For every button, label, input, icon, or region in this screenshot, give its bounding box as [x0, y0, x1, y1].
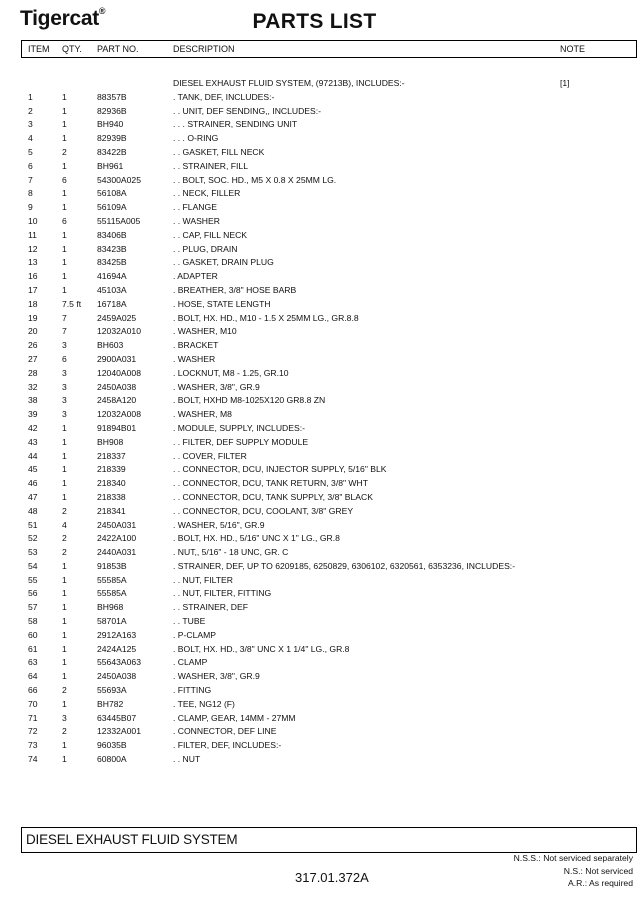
table-row — [0, 284, 643, 298]
cell-qty: 1 — [62, 657, 67, 668]
cell-description: . BOLT, HX. HD., 5/16" UNC X 1" LG., GR.8 — [173, 533, 340, 544]
cell-part-no: 83423B — [97, 243, 127, 254]
cell-part-no: 63445B07 — [97, 712, 137, 723]
cell-description: . . . STRAINER, SENDING UNIT — [173, 119, 298, 130]
cell-part-no: 2459A025 — [97, 312, 137, 323]
cell-qty: 3 — [62, 395, 67, 406]
cell-qty: 3 — [62, 381, 67, 392]
table-row — [0, 698, 643, 712]
table-row — [0, 436, 643, 450]
cell-item: 73 — [28, 740, 38, 751]
table-row — [0, 367, 643, 381]
table-row — [0, 643, 643, 657]
cell-qty: 1 — [62, 560, 67, 571]
table-row — [0, 325, 643, 339]
cell-qty: 1 — [62, 271, 67, 282]
cell-item: 64 — [28, 671, 38, 682]
cell-qty: 1 — [62, 588, 67, 599]
cell-qty: 1 — [62, 188, 67, 199]
cell-part-no: 83406B — [97, 229, 127, 240]
table-row — [0, 505, 643, 519]
cell-description: . . GASKET, DRAIN PLUG — [173, 257, 274, 268]
cell-item: 4 — [28, 133, 33, 144]
cell-description: . TEE, NG12 (F) — [173, 698, 235, 709]
cell-description: . . GASKET, FILL NECK — [173, 146, 265, 157]
table-row — [0, 450, 643, 464]
cell-description: . . CAP, FILL NECK — [173, 229, 248, 240]
cell-description: . STRAINER, DEF, UP TO 6209185, 6250829, 6306102, 6320561, 6353236, INCLUDES:- — [173, 560, 516, 571]
cell-part-no: 2424A125 — [97, 643, 137, 654]
cell-description: . HOSE, STATE LENGTH — [173, 298, 271, 309]
cell-qty: 3 — [62, 712, 67, 723]
cell-part-no: BH603 — [97, 340, 124, 351]
cell-item: 12 — [28, 243, 38, 254]
table-row — [0, 353, 643, 367]
cell-part-no: 2440A031 — [97, 547, 137, 558]
cell-part-no: 45103A — [97, 284, 127, 295]
cell-item: 71 — [28, 712, 38, 723]
page-title-text: PARTS LIST — [252, 10, 377, 33]
cell-part-no: BH908 — [97, 436, 124, 447]
cell-qty: 1 — [62, 257, 67, 268]
table-row — [0, 91, 643, 105]
cell-item: 58 — [28, 616, 38, 627]
table-row — [0, 408, 643, 422]
column-header-item: ITEM — [28, 44, 50, 54]
cell-item: 2 — [28, 105, 33, 116]
table-row — [0, 270, 643, 284]
cell-qty: 6 — [62, 174, 67, 185]
cell-part-no: 82939B — [97, 133, 127, 144]
cell-description: . . TUBE — [173, 616, 206, 627]
cell-description: . . PLUG, DRAIN — [173, 243, 238, 254]
cell-qty: 1 — [62, 119, 67, 130]
cell-part-no: 83422B — [97, 146, 127, 157]
cell-qty: 7 — [62, 312, 67, 323]
cell-description: . NUT,, 5/16" - 18 UNC, GR. C — [173, 547, 289, 558]
cell-item: 1 — [28, 91, 33, 102]
cell-qty: 3 — [62, 340, 67, 351]
cell-item: 45 — [28, 464, 38, 475]
cell-part-no: 56109A — [97, 202, 127, 213]
cell-item: 51 — [28, 519, 38, 530]
column-header-note: NOTE — [560, 44, 586, 54]
table-row — [0, 725, 643, 739]
cell-item: 74 — [28, 754, 38, 765]
cell-description: . ADAPTER — [173, 271, 218, 282]
cell-qty: 1 — [62, 243, 67, 254]
cell-description: . . NECK, FILLER — [173, 188, 241, 199]
cell-qty: 1 — [62, 450, 67, 461]
cell-description: . CLAMP, GEAR, 14MM - 27MM — [173, 712, 296, 723]
table-row — [0, 243, 643, 257]
cell-description: . WASHER — [173, 353, 216, 364]
cell-part-no: 54300A025 — [97, 174, 141, 185]
cell-qty: 1 — [62, 133, 67, 144]
cell-description: . BOLT, HX. HD., M10 - 1.5 X 25MM LG., GR.8.8 — [173, 312, 359, 323]
cell-item: 52 — [28, 533, 38, 544]
table-row — [0, 339, 643, 353]
table-row — [0, 160, 643, 174]
cell-description: . . STRAINER, FILL — [173, 160, 248, 171]
cell-part-no: 2900A031 — [97, 353, 137, 364]
cell-item: 44 — [28, 450, 38, 461]
cell-item: 57 — [28, 602, 38, 613]
legend-ns: N.S.: Not serviced — [563, 865, 633, 876]
table-row — [0, 532, 643, 546]
cell-item: 5 — [28, 146, 33, 157]
column-header-description: DESCRIPTION — [173, 44, 235, 54]
cell-item: 56 — [28, 588, 38, 599]
cell-note: [1] — [560, 78, 570, 88]
cell-item: 39 — [28, 409, 38, 420]
cell-qty: 7 — [62, 326, 67, 337]
legend-nss: N.S.S.: Not serviced separately — [513, 853, 633, 863]
cell-item: 63 — [28, 657, 38, 668]
cell-part-no: 91894B01 — [97, 422, 137, 433]
table-row — [0, 615, 643, 629]
cell-qty: 1 — [62, 574, 67, 585]
cell-part-no: 55585A — [97, 588, 127, 599]
cell-item: 38 — [28, 395, 38, 406]
cell-qty: 1 — [62, 202, 67, 213]
cell-qty: 2 — [62, 685, 67, 696]
cell-description: . WASHER, 3/8", GR.9 — [173, 381, 260, 392]
cell-qty: 1 — [62, 671, 67, 682]
cell-description: DIESEL EXHAUST FLUID SYSTEM, (97213B), INCLUDES:- — [173, 78, 405, 88]
table-row — [0, 670, 643, 684]
cell-qty: 1 — [62, 643, 67, 654]
cell-qty: 1 — [62, 464, 67, 475]
cell-part-no: 2422A100 — [97, 533, 137, 544]
cell-description: . . COVER, FILTER — [173, 450, 247, 461]
cell-part-no: 83425B — [97, 257, 127, 268]
cell-part-no: 91853B — [97, 560, 127, 571]
cell-item: 17 — [28, 284, 38, 295]
cell-item: 3 — [28, 119, 33, 130]
section-title-box — [21, 827, 637, 853]
cell-item: 32 — [28, 381, 38, 392]
cell-qty: 6 — [62, 215, 67, 226]
cell-description: . WASHER, 3/8", GR.9 — [173, 671, 260, 682]
cell-part-no: 2450A038 — [97, 671, 137, 682]
cell-qty: 6 — [62, 353, 67, 364]
cell-qty: 1 — [62, 740, 67, 751]
cell-qty: 1 — [62, 616, 67, 627]
cell-qty: 3 — [62, 409, 67, 420]
table-row — [0, 215, 643, 229]
cell-qty: 1 — [62, 436, 67, 447]
cell-part-no: 16718A — [97, 298, 127, 309]
cell-qty: 2 — [62, 533, 67, 544]
cell-part-no: 218337 — [97, 450, 126, 461]
cell-item: 10 — [28, 215, 38, 226]
cell-description: . TANK, DEF, INCLUDES:- — [173, 91, 275, 102]
table-row — [0, 312, 643, 326]
cell-item: 28 — [28, 367, 38, 378]
table-row — [0, 146, 643, 160]
cell-description: . . NUT, FILTER — [173, 574, 233, 585]
cell-description: . . CONNECTOR, DCU, TANK SUPPLY, 3/8" BLACK — [173, 491, 373, 502]
cell-part-no: BH961 — [97, 160, 124, 171]
cell-item: 18 — [28, 298, 38, 309]
cell-item: 55 — [28, 574, 38, 585]
table-row — [0, 105, 643, 119]
cell-description: . FILTER, DEF, INCLUDES:- — [173, 740, 282, 751]
parts-table-body — [0, 77, 643, 767]
cell-qty: 2 — [62, 505, 67, 516]
table-row — [0, 463, 643, 477]
cell-item: 48 — [28, 505, 38, 516]
cell-item: 6 — [28, 160, 33, 171]
cell-part-no: 218338 — [97, 491, 126, 502]
cell-qty: 1 — [62, 754, 67, 765]
table-row — [0, 491, 643, 505]
cell-description: . . NUT, FILTER, FITTING — [173, 588, 272, 599]
cell-qty: 3 — [62, 367, 67, 378]
cell-description: . P-CLAMP — [173, 629, 216, 640]
cell-item: 60 — [28, 629, 38, 640]
cell-item: 70 — [28, 698, 38, 709]
cell-description: . CONNECTOR, DEF LINE — [173, 726, 277, 737]
table-row — [0, 629, 643, 643]
cell-qty: 1 — [62, 422, 67, 433]
registered-mark: ® — [98, 6, 106, 16]
cell-item: 20 — [28, 326, 38, 337]
cell-item: 47 — [28, 491, 38, 502]
cell-qty: 4 — [62, 519, 67, 530]
cell-description: . . CONNECTOR, DCU, TANK RETURN, 3/8" WHT — [173, 478, 368, 489]
section-title: DIESEL EXHAUST FLUID SYSTEM — [26, 832, 238, 847]
cell-part-no: 218340 — [97, 478, 126, 489]
cell-item: 53 — [28, 547, 38, 558]
page-title — [0, 10, 643, 34]
cell-part-no: 12032A010 — [97, 326, 141, 337]
table-row — [0, 601, 643, 615]
table-row — [0, 118, 643, 132]
table-row — [0, 656, 643, 670]
cell-item: 19 — [28, 312, 38, 323]
cell-description: . . CONNECTOR, DCU, COOLANT, 3/8" GREY — [173, 505, 354, 516]
cell-qty: 1 — [62, 284, 67, 295]
table-header — [21, 40, 637, 58]
cell-part-no: 55693A — [97, 685, 127, 696]
cell-description: . BREATHER, 3/8" HOSE BARB — [173, 284, 297, 295]
table-row — [0, 187, 643, 201]
cell-qty: 7.5 ft — [62, 298, 82, 309]
table-row — [0, 546, 643, 560]
table-row — [0, 739, 643, 753]
cell-qty: 2 — [62, 146, 67, 157]
cell-item: 8 — [28, 188, 33, 199]
cell-part-no: 56108A — [97, 188, 127, 199]
cell-item: 9 — [28, 202, 33, 213]
abbreviation-legend — [514, 852, 633, 890]
column-header-qty: QTY. — [62, 44, 82, 54]
table-row — [0, 201, 643, 215]
cell-description: . . CONNECTOR, DCU, INJECTOR SUPPLY, 5/16" BLK — [173, 464, 387, 475]
cell-item: 42 — [28, 422, 38, 433]
cell-part-no: 12040A008 — [97, 367, 141, 378]
cell-description: . MODULE, SUPPLY, INCLUDES:- — [173, 422, 305, 433]
cell-item: 72 — [28, 726, 38, 737]
table-row — [0, 519, 643, 533]
cell-description: . WASHER, M10 — [173, 326, 237, 337]
legend-ar: A.R.: As required — [568, 878, 633, 888]
cell-part-no: 55585A — [97, 574, 127, 585]
cell-item: 61 — [28, 643, 38, 654]
cell-item: 13 — [28, 257, 38, 268]
cell-item: 54 — [28, 560, 38, 571]
cell-part-no: 218341 — [97, 505, 126, 516]
cell-part-no: 12032A008 — [97, 409, 141, 420]
cell-part-no: 218339 — [97, 464, 126, 475]
cell-part-no: 60800A — [97, 754, 127, 765]
cell-qty: 1 — [62, 91, 67, 102]
cell-description: . LOCKNUT, M8 - 1.25, GR.10 — [173, 367, 289, 378]
cell-item: 27 — [28, 353, 38, 364]
cell-qty: 2 — [62, 726, 67, 737]
cell-qty: 1 — [62, 491, 67, 502]
cell-part-no: 41694A — [97, 271, 127, 282]
cell-part-no: 58701A — [97, 616, 127, 627]
cell-description: . . FLANGE — [173, 202, 217, 213]
cell-part-no: 82936B — [97, 105, 127, 116]
cell-part-no: 2450A038 — [97, 381, 137, 392]
cell-part-no: 2458A120 — [97, 395, 137, 406]
cell-description: . FITTING — [173, 685, 212, 696]
cell-part-no: 55643A063 — [97, 657, 141, 668]
table-row — [0, 77, 643, 91]
table-row — [0, 256, 643, 270]
cell-qty: 2 — [62, 547, 67, 558]
table-row — [0, 174, 643, 188]
cell-description: . BOLT, HX. HD., 3/8" UNC X 1 1/4" LG., GR.8 — [173, 643, 350, 654]
table-row — [0, 587, 643, 601]
table-row — [0, 712, 643, 726]
cell-part-no: 96035B — [97, 740, 127, 751]
table-row — [0, 229, 643, 243]
table-row — [0, 560, 643, 574]
cell-qty: 1 — [62, 629, 67, 640]
cell-qty: 1 — [62, 698, 67, 709]
cell-qty: 1 — [62, 105, 67, 116]
cell-description: . . . O-RING — [173, 133, 219, 144]
cell-part-no: BH940 — [97, 119, 124, 130]
cell-part-no: 88357B — [97, 91, 127, 102]
cell-item: 43 — [28, 436, 38, 447]
cell-description: . . STRAINER, DEF — [173, 602, 248, 613]
table-row — [0, 753, 643, 767]
cell-item: 7 — [28, 174, 33, 185]
cell-item: 26 — [28, 340, 38, 351]
cell-part-no: 2912A163 — [97, 629, 137, 640]
cell-description: . BOLT, HXHD M8-1025X120 GR8.8 ZN — [173, 395, 326, 406]
cell-description: . . UNIT, DEF SENDING,, INCLUDES:- — [173, 105, 322, 116]
cell-description: . . FILTER, DEF SUPPLY MODULE — [173, 436, 309, 447]
cell-description: . BRACKET — [173, 340, 219, 351]
cell-item: 46 — [28, 478, 38, 489]
document-number: 317.01.372A — [295, 870, 369, 885]
cell-item: 66 — [28, 685, 38, 696]
brand-name: Tigercat — [20, 7, 99, 30]
cell-description: . CLAMP — [173, 657, 208, 668]
table-row — [0, 477, 643, 491]
table-row — [0, 298, 643, 312]
cell-qty: 1 — [62, 229, 67, 240]
table-row — [0, 574, 643, 588]
cell-qty: 1 — [62, 160, 67, 171]
cell-part-no: BH968 — [97, 602, 124, 613]
cell-description: . WASHER, M8 — [173, 409, 232, 420]
table-row — [0, 422, 643, 436]
cell-part-no: 2450A031 — [97, 519, 137, 530]
table-row — [0, 132, 643, 146]
cell-description: . . BOLT, SOC. HD., M5 X 0.8 X 25MM LG. — [173, 174, 337, 185]
table-row — [0, 684, 643, 698]
cell-description: . . WASHER — [173, 215, 220, 226]
cell-qty: 1 — [62, 478, 67, 489]
cell-part-no: 55115A005 — [97, 215, 141, 226]
cell-description: . WASHER, 5/16", GR.9 — [173, 519, 265, 530]
table-row — [0, 394, 643, 408]
table-row — [0, 381, 643, 395]
cell-part-no: BH782 — [97, 698, 124, 709]
column-header-part-no: PART NO. — [97, 44, 139, 54]
cell-item: 11 — [28, 229, 37, 240]
cell-part-no: 12332A001 — [97, 726, 141, 737]
cell-description: . . NUT — [173, 754, 201, 765]
cell-item: 16 — [28, 271, 38, 282]
cell-qty: 1 — [62, 602, 67, 613]
